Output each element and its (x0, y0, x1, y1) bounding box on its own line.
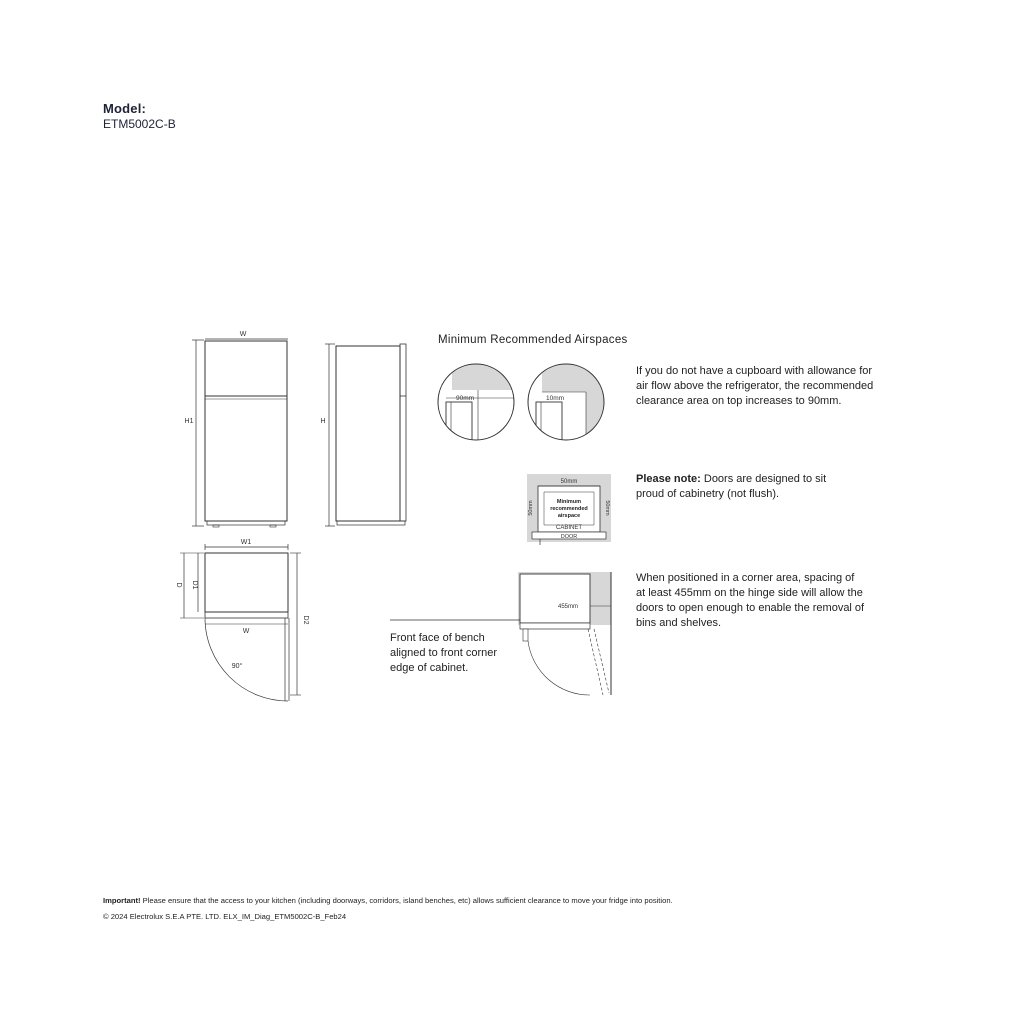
please-note (636, 472, 856, 502)
airspace-label-line1: Minimum (556, 499, 582, 505)
fridge-front-base (207, 521, 285, 525)
fridge-front-body (205, 341, 287, 521)
cupboard-note: If you do not have a cupboard with allowance for air flow above the refrigerator, the recommended clearance area on top increases to 90mm. (636, 365, 874, 407)
top-view (180, 544, 301, 701)
clearance-right-value: 10mm (546, 395, 565, 402)
corner-note: When positioned in a corner area, spacing of at least 455mm on the hinge side will allow the doors to open enough to enable the removal of bins and shelves. (636, 572, 865, 629)
cabinet-right-value: 50mm (604, 500, 610, 516)
important-notice (103, 896, 673, 905)
corner-door-open-b (594, 629, 609, 693)
model-label: Model: (103, 101, 147, 116)
fridge-side-body (336, 346, 400, 521)
important-text: Please ensure that the access to your kitchen (including doorways, corridors, island benches, etc) allows sufficient clearance to move your fridge into position. (140, 896, 673, 905)
corner-door-swing-arc (528, 641, 590, 695)
fridge-side-base (337, 521, 405, 525)
door-angle-label: 90° (231, 663, 243, 670)
please-note-text: Doors are designed to sit proud of cabinetry (not flush). (636, 473, 827, 500)
section-title: Minimum Recommended Airspaces (438, 334, 628, 346)
fridge-top-body (205, 553, 288, 612)
important-label: Important! (103, 896, 141, 905)
model-value: ETM5002C-B (103, 117, 176, 131)
front-width-label: W (239, 331, 247, 338)
corner-fridge-body (520, 574, 590, 623)
top-d2-label: D2 (302, 615, 309, 625)
side-view (325, 344, 406, 526)
front-view (192, 339, 288, 527)
bench-note: Front face of bench aligned to front corner edge of cabinet. (390, 632, 498, 674)
front-h1-label: H1 (184, 418, 194, 425)
corner-spacing-value: 455mm (557, 604, 579, 610)
fridge-side-door (400, 344, 406, 521)
cabinet-left-value: 50mm (528, 500, 534, 516)
fridge-top-door (205, 612, 288, 618)
clearance-inset-right (528, 362, 608, 442)
door-label: DOOR (560, 534, 578, 540)
please-note-label: Please note: (636, 473, 701, 485)
cabinet-label: CABINET (555, 525, 583, 531)
cabinet-top-value: 50mm (560, 479, 578, 485)
airspace-label-line2: recommended (550, 506, 588, 512)
copyright: © 2024 Electrolux S.E.A PTE. LTD. ELX_IM_Diag_ETM5002C-B_Feb24 (103, 912, 347, 921)
top-d-label: D (175, 582, 182, 588)
corner-door-open-a (588, 629, 603, 695)
top-w1-label: W1 (240, 539, 252, 546)
side-height-label: H (320, 418, 326, 425)
airspace-label-line3: airspace (557, 513, 581, 519)
top-w-label: W (242, 628, 250, 635)
top-d1-label: D1 (191, 580, 198, 590)
clearance-left-value: 90mm (456, 395, 475, 402)
clearance-inset-left (438, 362, 522, 442)
corner-fridge-door (520, 623, 590, 629)
